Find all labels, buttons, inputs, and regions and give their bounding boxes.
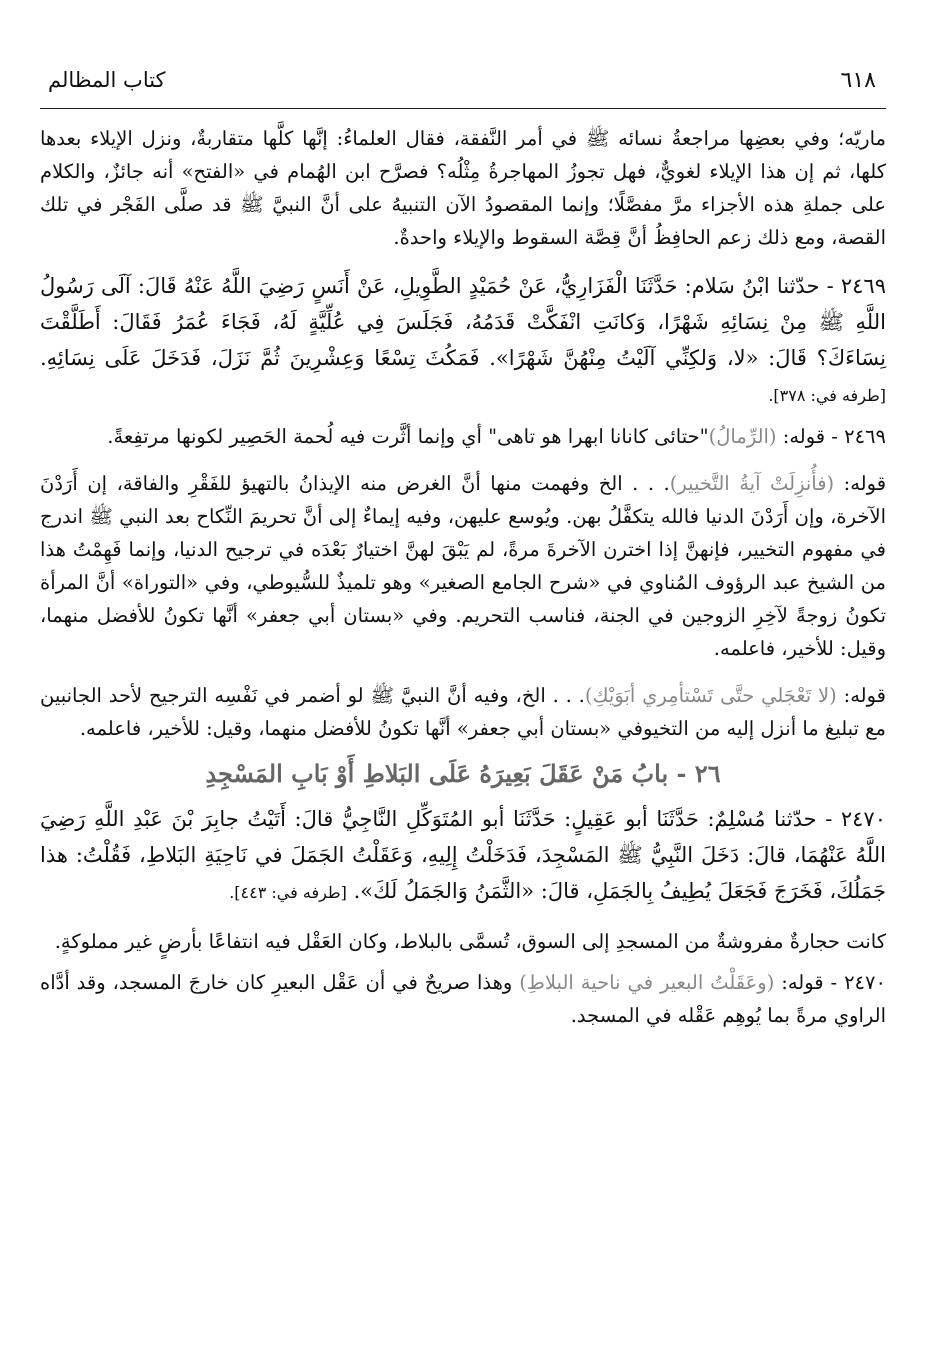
header-rule [40,108,886,109]
book-title: كتاب المظالم [48,68,166,92]
hadith-2469: ٢٤٦٩ - حدّثنا ابْنُ سَلام: حَدَّثَنَا الْفَزَارِيُّ، عَنْ حُمَيْدٍ الطَّوِيلِ، عَنْ أَنَسٍ رَضِيَ اللَّهُ عَنْهُ قَالَ: آلَى رَسُولُ اللَّهِ ﷺ مِنْ نِسَائِهِ شَهْرًا، وَكانَتِ انْفَكَّتْ قَدَمُهُ، فَجَلَسَ فِي عُلِّيَّةٍ لَهُ، فَجَاءَ عُمَرُ فَقَالَ: أَطَلَّقْتَ نِسَاءَكَ؟ قَالَ: «لا، وَلكِنِّي آلَيْتُ مِنْهُنَّ شَهْرًا». فَمَكُثَ تِسْعًا وَعِشْرِينَ ثُمَّ نَزَلَ، فَدَخَلَ عَلَى نِسَائِهِ. [طرفه في: ٣٧٨]. [40,274,886,405]
hadith-reference: [طرفه في: ٣٧٨]. [768,386,886,405]
page-header [40,60,886,112]
quoted-phrase: (الرِّمالُ) [708,425,777,448]
commentary-2469: ٢٤٦٩ - قوله: (الرِّمالُ)"حتائى كانانا ابهرا هو تاهى" أي وإنما أثَّرت فيه لُحمة الحَصِير لكونها مرتفِعةً. [107,425,886,448]
page-body [40,122,886,1032]
quoted-phrase: (وعَقَلْتُ البعير في ناحية البلاطِ) [519,971,775,994]
page-number: ٦١٨ [840,68,876,93]
hadith-reference: [طرفه في: ٤٤٣]. [229,883,347,902]
commentary-takhyir: قوله: (فأُنزِلَتْ آيةُ التَّخيير). . . الخ وفهمت منها أنَّ الغرض منه الإيذانُ بالتهيؤ للفَقْرِ والفاقة، إن أَرَدْنَ الآخرة، وإن أَرَدْنَ الدنيا فالله يتكفَّلُ بهن. ويُوسع عليهن، وفيه إيماءٌ إلى أنَّ تحريمَ النِّكاح بعد النبي ﷺ اندرج في مفهوم التخيير، فإنهنَّ إذا اخترن الآخرةَ مرةً، لم يَبْقَ لهنَّ اختيارٌ بَعْدَه في ترجيح الدنيا، وإنما فَهِمْتُ هذا من الشيخ عبد الرؤوف المُناوي في «شرح الجامع الصغير» وهو تلميذٌ للسُّيوطي، وفي «التوراة» أنَّ المرأة تكونُ زوجةً لآخِرِ الزوجين في الجنة، فناسب التحريم. وفي «بستان أبي جعفر» أنَّها تكونُ للأفضل منهما، وقيل: للأخير، فاعلمه. [40,472,887,660]
commentary-balat: كانت حجارةٌ مفروشةٌ من المسجدِ إلى السوق، تُسمَّى بالبلاط، وكان العَقْل فيه انتفاعًا بأرضٍ غير مملوكةٍ. [54,930,886,953]
book-page [40,60,886,1040]
hadith-2470: ٢٤٧٠ - حدّثنا مُسْلِمٌ: حَدَّثَنَا أبو عَقِيلٍ: حَدَّثَنَا أبو المُتَوَكِّلِ النَّاجِيُّ قالَ: أَتَيْتُ جابِرَ بْنَ عَبْدِ اللَّهِ رَضِيَ اللَّهُ عَنْهُمَا، قالَ: دَخَلَ النَّبِيُّ ﷺ المَسْجِدَ، فَدَخَلْتُ إِلِيهِ، وَعَقَلْتُ الجَمَلَ في نَاحِيَةِ البَلاطِ، فَقُلْتُ: هذا جَمَلُكَ، فَخَرَجَ فَجَعَلَ يُطِيفُ بِالجَمَلِ، قالَ: «الثَّمَنُ وَالجَمَلُ لَكَ». [طرفه في: ٤٤٣]. [40,807,886,903]
chapter-heading: ٢٦ - بابُ مَنْ عَقَلَ بَعِيرَهُ عَلَى البَلاطِ أَوْ بَابِ المَسْجِدِ [205,759,721,788]
commentary-la-tajali: قوله: (لا تَعْجَلي حتَّى تَسْتأمِري أبَوَيْكِ). . . الخ، وفيه أنَّ النبيَّ ﷺ لو أضمر في نَفْسِه الترجيح لأحد الجانبين مع تبليغ ما أنزل إليه من التخيوفي «بستان أبي جعفر» أنَّها تكونُ للأفضل منهما، وقيل: للأخير، فاعلمه. [40,684,886,740]
commentary-2470: ٢٤٧٠ - قوله: (وعَقَلْتُ البعير في ناحية البلاطِ) وهذا صريحٌ في أن عَقْل البعيرِ كان خارجَ المسجد، وقد أدَّاه الراوي مرةً بما يُوهِم عَقْله في المسجد. [40,971,886,1027]
quoted-phrase: (فأُنزِلَتْ آيةُ التَّخيير) [669,472,835,495]
quoted-phrase: (لا تَعْجَلي حتَّى تَسْتأمِري أبَوَيْكِ) [584,684,837,707]
commentary-paragraph: ماريّه؛ وفي بعضِها مراجعةُ نسائه ﷺ في أمر النَّفقة، فقال العلماءُ: إنَّها كلَّها متقاربةٌ، ونزل الإيلاء بعدها كلها، ثم إن هذا الإيلاء لغويٌّ، فهل تجوزُ المهاجرةُ مِثْلُه؟ فصرَّح ابن الهُمام في «الفتح» أنه جائزٌ، والكلام على جملةِ هذه الأجزاء مرَّ مفصَّلًا؛ وإنما المقصودُ الآن التنبيهُ على أنَّ النبيَّ ﷺ قد صلَّى الفَجْر في تلك القصة، ومع ذلك زعم الحافِظُ أنَّ قِصَّة السقوط والإيلاء واحدةٌ. [40,127,886,249]
